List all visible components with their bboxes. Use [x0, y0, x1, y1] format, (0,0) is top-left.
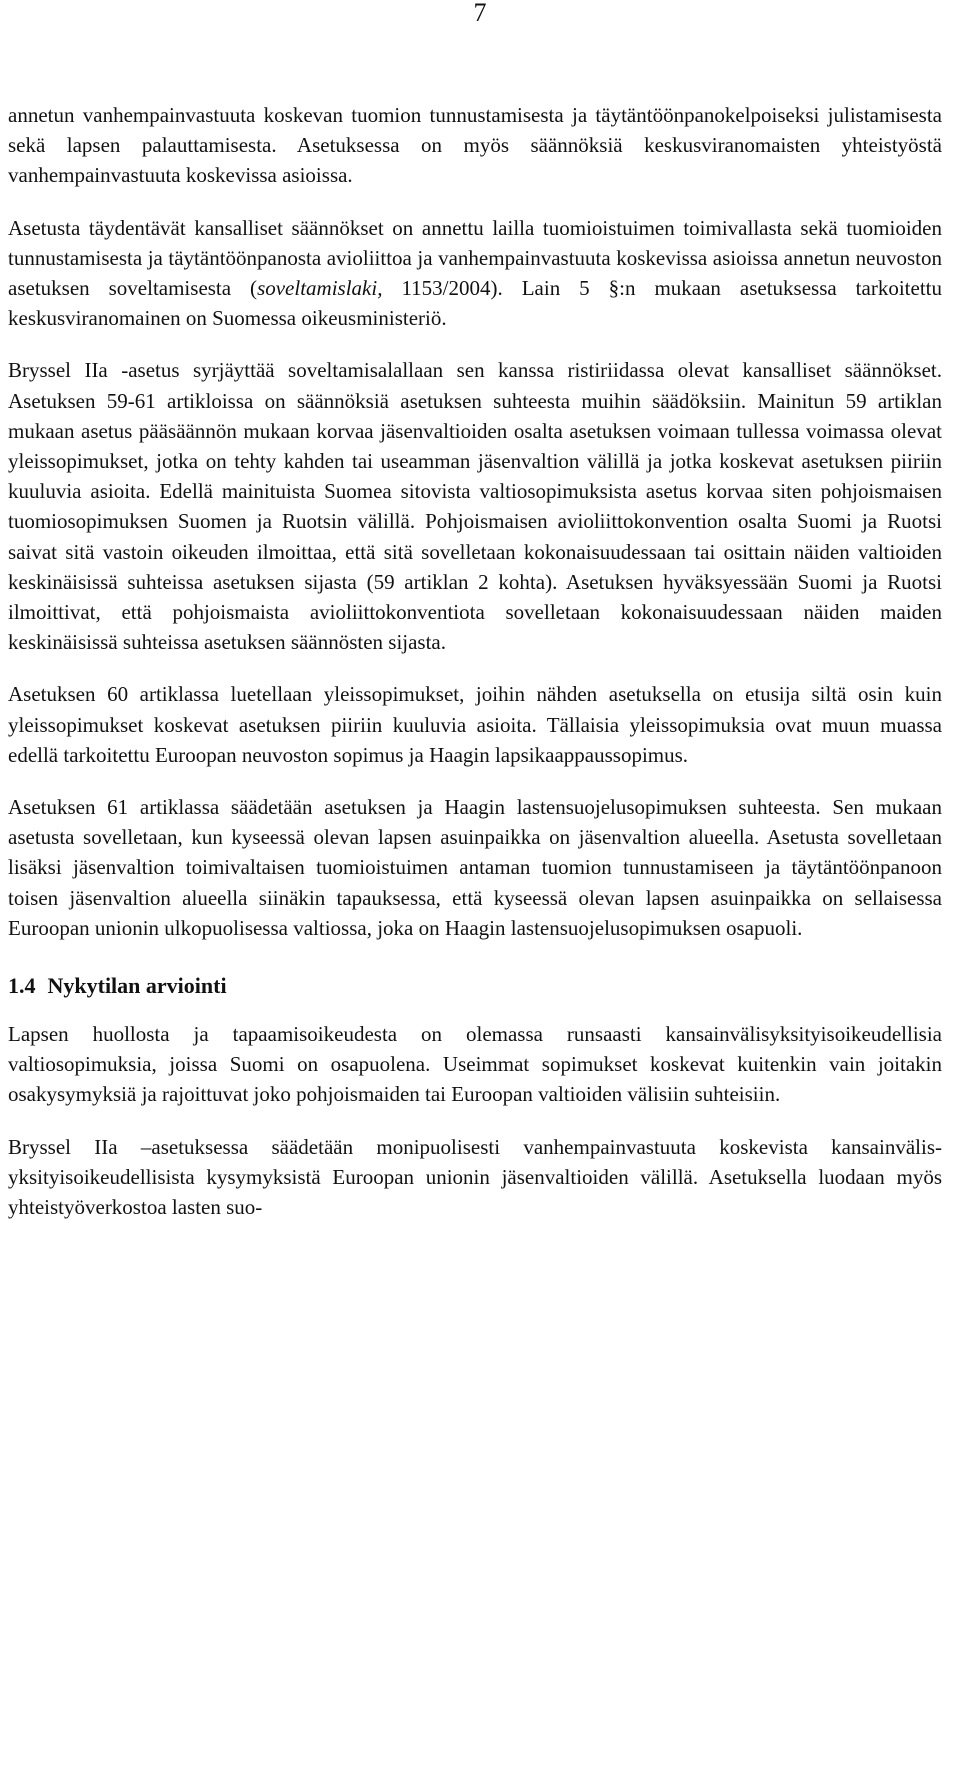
document-body — [8, 100, 942, 1222]
law-name-italic: soveltamislaki, — [257, 276, 383, 301]
section-number: 1.4 — [8, 973, 36, 999]
paragraph — [8, 213, 942, 334]
paragraph: Bryssel IIa –asetuksessa säädetään monipuolisesti vanhempainvastuuta koskevista kansainvälis-yksityisoikeudellisista kysymyksistä Euroopan unionin jäsenvaltioiden välillä. Asetuksella luodaan myös yhteistyöverkostoa lasten suo- — [8, 1134, 942, 1220]
section-title: Nykytilan arviointi — [47, 973, 227, 999]
section-heading — [8, 971, 942, 1001]
page-number: 7 — [473, 0, 487, 27]
paragraph: Lapsen huollosta ja tapaamisoikeudesta on olemassa runsaasti kansainvälisyksityisoikeudellisia valtiosopimuksia, joissa Suomi on osapuolena. Useimmat sopimukset koskevat kuitenkin vain joitakin osakysymyksiä ja rajoittuvat joko pohjoismaiden tai Euroopan valtioiden välisiin suhteisiin. — [8, 1022, 942, 1107]
paragraph: annetun vanhempainvastuuta koskevan tuomion tunnustamisesta ja täytäntöönpanokelpoiseksi julistamisesta sekä lapsen palauttamisesta. Asetuksessa on myös säännöksiä keskusviranomaisten yhteistyöstä vanhempainvastuuta koskevissa asioissa. — [8, 103, 942, 188]
paragraph-text: 1153/2004). Lain 5 §:n mukaan asetuksessa tarkoitettu keskusviranomainen on Suomessa oikeusministeriö. — [8, 276, 942, 331]
paragraph-text: Asetusta täydentävät kansalliset säännökset on annettu lailla tuomioistuimen toimivallasta sekä tuomioiden tunnustamisesta ja täytäntöönpanosta avioliittoa ja vanhempainvastuuta koskevissa asioissa annetun neuvoston asetuksen soveltamisesta ( — [8, 215, 942, 301]
paragraph: Bryssel IIa -asetus syrjäyttää soveltamisalallaan sen kanssa ristiriidassa olevat kansalliset säännökset. Asetuksen 59-61 artikloissa on säännöksiä asetuksen suhteesta muihin säädöksiin. Mainitun 59 artiklan mukaan asetus pääsäännön mukaan korvaa jäsenvaltioiden osalta asetuksen voimaan tullessa voimassa olevat yleissopimukset, jotka on tehty kahden tai useamman jäsenvaltion välillä ja jotka koskevat asetuksen piiriin kuuluvia asioita. Edellä mainituista Suomea sitovista valtiosopimuksista asetus korvaa siten pohjoismaisen tuomiosopimuksen Suomen ja Ruotsin välillä. Pohjoismaisen avioliittokonvention osalta Suomi ja Ruotsi saivat sitä vastoin oikeuden ilmoittaa, että sitä sovelletaan kokonaisuudessaan tai osittain näiden valtioiden keskinäisissä suhteissa asetuksen sijasta (59 artiklan 2 kohta). Asetuksen hyväksyessään Suomi ja Ruotsi ilmoittivat, että pohjoismaista avioliittokonventiota sovelletaan kokonaisuudessaan näiden maiden keskinäisissä suhteissa asetuksen säännösten sijasta. — [8, 358, 942, 655]
paragraph: Asetuksen 60 artiklassa luetellaan yleissopimukset, joihin nähden asetuksella on etusija siltä osin kuin yleissopimukset koskevat asetuksen piiriin kuuluvia asioita. Tällaisia yleissopimuksia ovat muun muassa edellä tarkoitettu Euroopan neuvoston sopimus ja Haagin lapsikaappaussopimus. — [8, 682, 942, 767]
paragraph: Asetuksen 61 artiklassa säädetään asetuksen ja Haagin lastensuojelusopimuksen suhteesta. Sen mukaan asetusta sovelletaan, kun kyseessä olevan lapsen asuinpaikka on jäsenvaltion alueella. Asetusta sovelletaan lisäksi jäsenvaltion toimivaltaisen tuomioistuimen antaman tuomion tunnustamiseen ja täytäntöönpanoon toisen jäsenvaltion alueella siinäkin tapauksessa, että kyseessä olevan lapsen asuinpaikka on sellaisessa Euroopan unionin ulkopuolisessa valtiossa, joka on Haagin lastensuojelusopimuksen osapuoli. — [8, 795, 942, 940]
